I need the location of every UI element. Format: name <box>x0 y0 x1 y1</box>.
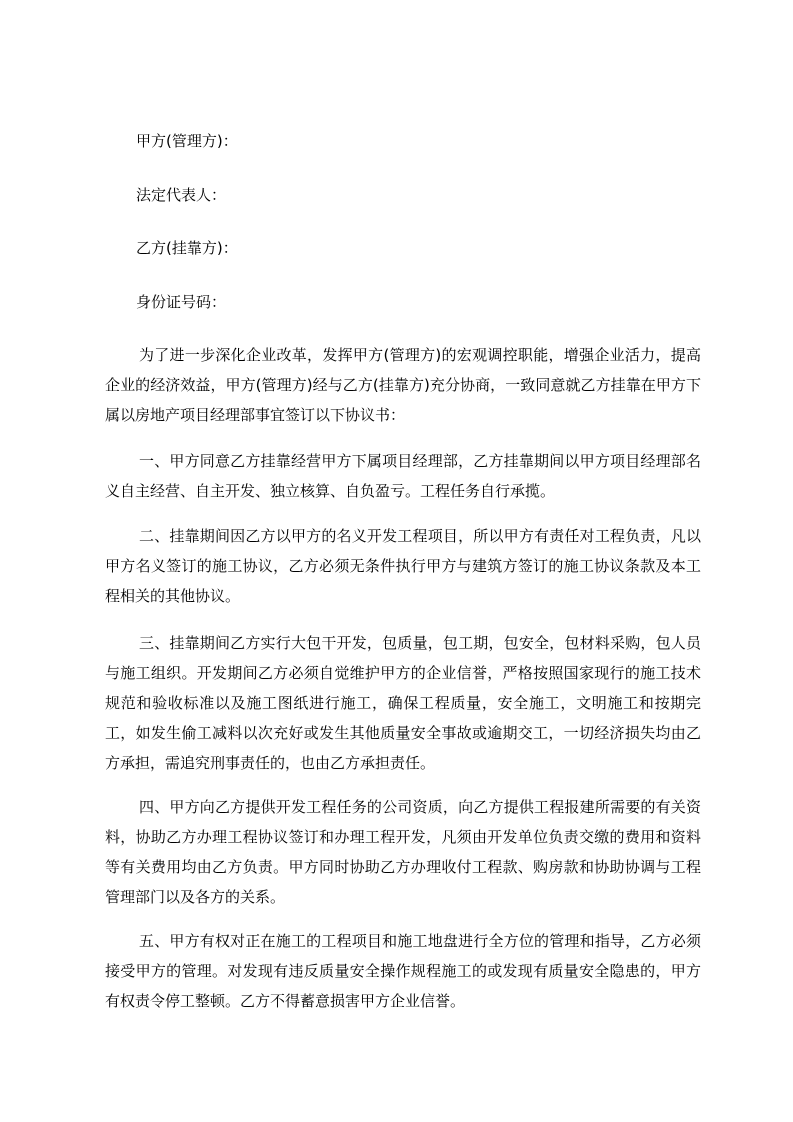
clause-3-paragraph: 三、挂靠期间乙方实行大包干开发，包质量，包工期，包安全，包材料采购，包人员与施工组织。开发期间乙方必须自觉维护甲方的企业信誉，严格按照国家现行的施工技术规范和验收标准以及施工图纸进行施工，确保工程质量，安全施工，文明施工和按期完工，如发生偷工减料以次充好或发生其他质量安全事故或逾期交工，一切经济损失均由乙方承担，需追究刑事责任的，也由乙方承担责任。 <box>105 634 701 772</box>
clause-4-paragraph: 四、甲方向乙方提供开发工程任务的公司资质，向乙方提供工程报建所需要的有关资料，协助乙方办理工程协议签订和办理工程开发，凡须由开发单位负责交缴的费用和资料等有关费用均由乙方负责。甲方同时协助乙方办理收付工程款、购房款和协助协调与工程管理部门以及各方的关系。 <box>105 798 701 906</box>
party-b-label: 乙方(挂靠方)： <box>136 239 238 257</box>
party-a-label: 甲方(管理方)： <box>136 132 238 150</box>
preamble-paragraph: 为了进一步深化企业改革，发挥甲方(管理方)的宏观调控职能，增强企业活力，提高企业的经济效益，甲方(管理方)经与乙方(挂靠方)充分协商，一致同意就乙方挂靠在甲方下属以房地产项目经理部事宜签订以下协议书： <box>105 346 701 424</box>
clause-5-paragraph: 五、甲方有权对正在施工的工程项目和施工地盘进行全方位的管理和指导，乙方必须接受甲方的管理。对发现有违反质量安全操作规程施工的或发现有质量安全隐患的，甲方有权责令停工整顿。乙方不得蓄意损害甲方企业信誉。 <box>105 932 701 1010</box>
legal-representative-label: 法定代表人： <box>136 186 227 204</box>
clause-2-paragraph: 二、挂靠期间因乙方以甲方的名义开发工程项目，所以甲方有责任对工程负责，凡以甲方名义签订的施工协议，乙方必须无条件执行甲方与建筑方签订的施工协议条款及本工程相关的其他协议。 <box>105 527 701 605</box>
clause-1-paragraph: 一、甲方同意乙方挂靠经营甲方下属项目经理部，乙方挂靠期间以甲方项目经理部名义自主经营、自主开发、独立核算、自负盈亏。工程任务自行承揽。 <box>105 452 701 500</box>
id-number-label: 身份证号码： <box>136 293 227 311</box>
